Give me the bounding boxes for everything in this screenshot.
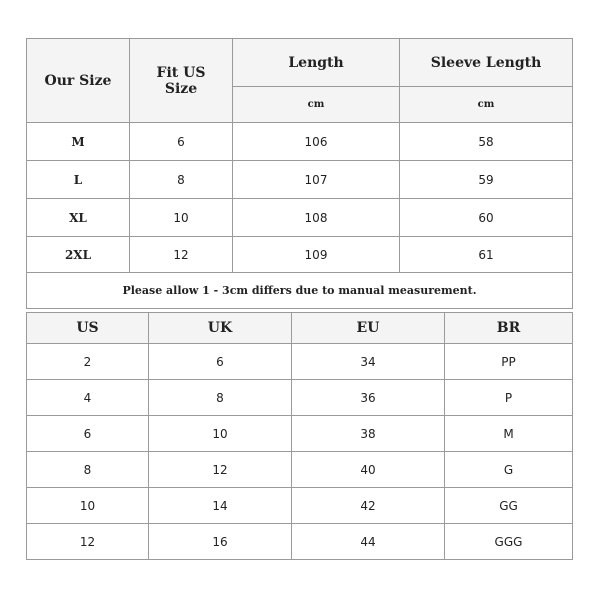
header-br: BR bbox=[445, 313, 573, 344]
table-row bbox=[27, 123, 573, 161]
cell-us: 4 bbox=[27, 380, 149, 416]
cell-eu: 36 bbox=[292, 380, 445, 416]
cell-size: 2XL bbox=[27, 237, 130, 273]
cell-size: M bbox=[27, 123, 130, 161]
size-chart-table bbox=[26, 38, 573, 309]
header-uk: UK bbox=[149, 313, 292, 344]
cell-eu: 34 bbox=[292, 344, 445, 380]
table-row bbox=[27, 344, 573, 380]
header-length: Length bbox=[233, 39, 400, 87]
cell-fit-us: 10 bbox=[130, 199, 233, 237]
table-row bbox=[27, 237, 573, 273]
cell-sleeve: 58 bbox=[400, 123, 573, 161]
cell-uk: 14 bbox=[149, 488, 292, 524]
cell-us: 6 bbox=[27, 416, 149, 452]
cell-size: XL bbox=[27, 199, 130, 237]
cell-uk: 16 bbox=[149, 524, 292, 560]
header-us: US bbox=[27, 313, 149, 344]
cell-eu: 42 bbox=[292, 488, 445, 524]
header-eu: EU bbox=[292, 313, 445, 344]
table-row bbox=[27, 161, 573, 199]
table-row bbox=[27, 524, 573, 560]
cell-length: 107 bbox=[233, 161, 400, 199]
size-conversion-table bbox=[26, 312, 573, 560]
cell-us: 8 bbox=[27, 452, 149, 488]
cell-length: 109 bbox=[233, 237, 400, 273]
cell-eu: 44 bbox=[292, 524, 445, 560]
cell-length: 106 bbox=[233, 123, 400, 161]
cell-br: GGG bbox=[445, 524, 573, 560]
cell-fit-us: 6 bbox=[130, 123, 233, 161]
cell-us: 2 bbox=[27, 344, 149, 380]
unit-sleeve-length: cm bbox=[400, 87, 573, 123]
cell-uk: 8 bbox=[149, 380, 292, 416]
cell-uk: 6 bbox=[149, 344, 292, 380]
cell-br: PP bbox=[445, 344, 573, 380]
cell-uk: 12 bbox=[149, 452, 292, 488]
header-our-size: Our Size bbox=[27, 39, 130, 123]
cell-eu: 40 bbox=[292, 452, 445, 488]
cell-length: 108 bbox=[233, 199, 400, 237]
cell-br: P bbox=[445, 380, 573, 416]
cell-eu: 38 bbox=[292, 416, 445, 452]
cell-sleeve: 59 bbox=[400, 161, 573, 199]
table-row bbox=[27, 380, 573, 416]
table-row bbox=[27, 488, 573, 524]
header-fit-us-size: Fit US Size bbox=[130, 39, 233, 123]
cell-uk: 10 bbox=[149, 416, 292, 452]
cell-br: G bbox=[445, 452, 573, 488]
cell-br: M bbox=[445, 416, 573, 452]
cell-us: 10 bbox=[27, 488, 149, 524]
table-row bbox=[27, 199, 573, 237]
table-row bbox=[27, 452, 573, 488]
unit-length: cm bbox=[233, 87, 400, 123]
cell-fit-us: 8 bbox=[130, 161, 233, 199]
cell-us: 12 bbox=[27, 524, 149, 560]
header-sleeve-length: Sleeve Length bbox=[400, 39, 573, 87]
measurement-note: Please allow 1 - 3cm differs due to manual measurement. bbox=[27, 273, 573, 309]
cell-sleeve: 61 bbox=[400, 237, 573, 273]
cell-br: GG bbox=[445, 488, 573, 524]
cell-sleeve: 60 bbox=[400, 199, 573, 237]
cell-fit-us: 12 bbox=[130, 237, 233, 273]
table-row bbox=[27, 416, 573, 452]
cell-size: L bbox=[27, 161, 130, 199]
